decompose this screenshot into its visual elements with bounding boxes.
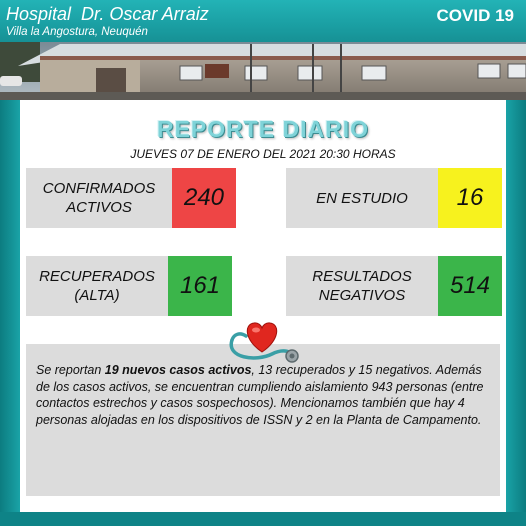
report-title: REPORTE DIARIO bbox=[156, 116, 370, 142]
stat-confirmados-value: 240 bbox=[172, 168, 236, 228]
stat-en-estudio-value: 16 bbox=[438, 168, 502, 228]
left-border-band bbox=[0, 100, 22, 526]
stat-confirmados-label-line2: ACTIVOS bbox=[66, 199, 132, 216]
hospital-name: Hospital Dr. Oscar Arraiz bbox=[6, 4, 209, 24]
summary-highlight: 19 nuevos casos activos bbox=[104, 363, 252, 377]
stat-confirmados-label-line1: CONFIRMADOS bbox=[42, 180, 156, 197]
stat-negativos-label-line2: NEGATIVOS bbox=[318, 287, 406, 304]
stat-en-estudio bbox=[286, 168, 502, 228]
stat-resultados-negativos bbox=[286, 256, 502, 316]
stat-negativos-value: 514 bbox=[438, 256, 502, 316]
summary-intro: Se reportan bbox=[36, 363, 105, 377]
covid-label: COVID 19 bbox=[436, 6, 514, 25]
report-date: JUEVES 07 DE ENERO DEL 2021 20:30 HORAS bbox=[130, 147, 396, 161]
summary-rest: , 13 recuperados y 15 negativos. Además de los casos activos, se encuentran cumpliendo aislamiento 943 personas (entre contactos estrechos y casos sospechosos). Mencionamos también que hay 4 personas alojadas en los dispositivos de ISSN y 2 en la Planta de Campamento. bbox=[36, 363, 484, 427]
header-bar bbox=[0, 0, 526, 44]
stat-confirmados-label bbox=[26, 168, 172, 228]
stat-recuperados bbox=[26, 256, 232, 316]
stat-negativos-label bbox=[286, 256, 438, 316]
hospital-photo bbox=[0, 42, 526, 100]
stat-en-estudio-label: EN ESTUDIO bbox=[316, 189, 408, 207]
bottom-border-band bbox=[0, 512, 526, 526]
hospital-location: Villa la Angostura, Neuquén bbox=[6, 26, 148, 38]
stat-recuperados-label bbox=[26, 256, 168, 316]
stat-recuperados-value: 161 bbox=[168, 256, 232, 316]
stat-negativos-label-line1: RESULTADOS bbox=[312, 268, 412, 285]
report-panel bbox=[20, 100, 506, 512]
stat-recuperados-label-line1: RECUPERADOS bbox=[39, 268, 155, 285]
stat-confirmados-activos bbox=[26, 168, 236, 228]
right-border-band bbox=[504, 100, 526, 526]
summary-box bbox=[26, 344, 500, 496]
heart-stethoscope-icon bbox=[226, 318, 302, 364]
stat-recuperados-label-line2: (ALTA) bbox=[74, 287, 120, 304]
summary-text bbox=[36, 362, 490, 428]
